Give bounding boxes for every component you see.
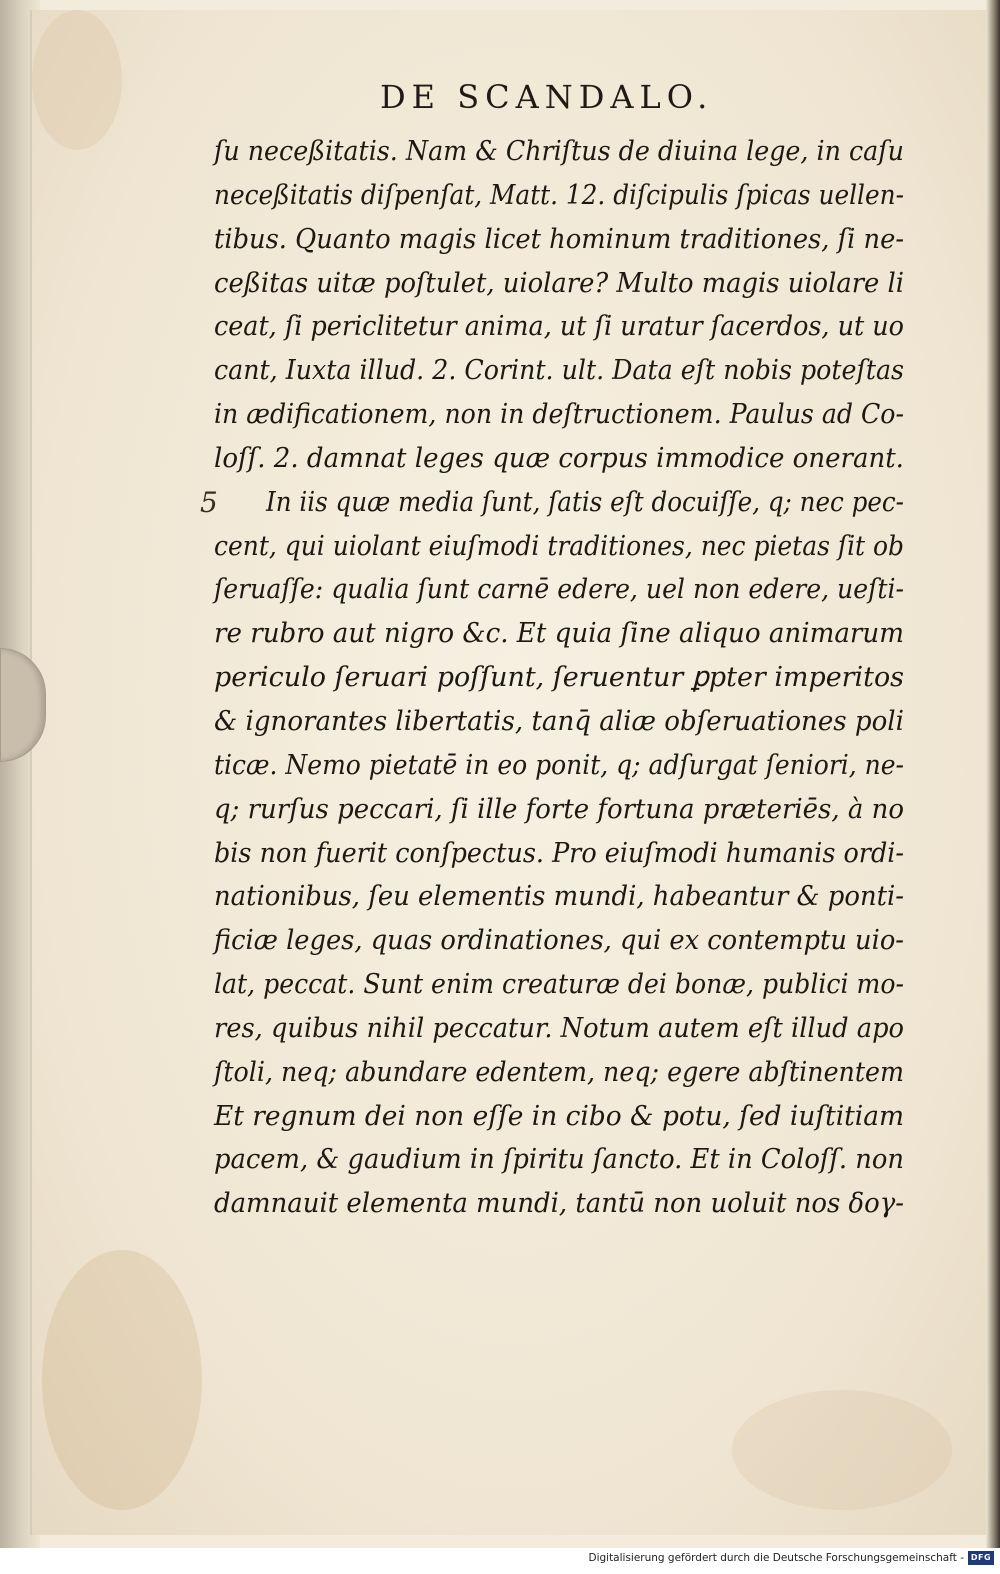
text-line: In iis quæ media ſunt, ſatis eſt docuiſſe, q; nec pec-: [266, 485, 904, 518]
text-line: re rubro aut nigro &c. Et quia ſine aliquo animarum: [214, 617, 904, 650]
text-line: ceßitas uitæ poſtulet, uiolare? Multo magis uiolare li: [214, 266, 904, 299]
text-line: pacem, & gaudium in ſpiritu ſancto. Et in Coloſſ. non: [214, 1143, 904, 1176]
text-line: q; rurſus peccari, ſi ille forte fortuna præteriēs, à no: [214, 792, 905, 825]
text-line: cant, Iuxta illud. 2. Corint. ult. Data eſt nobis poteſtas: [214, 354, 905, 387]
text-line: in ædificationem, non in deſtructionem. Paulus ad Co-: [214, 398, 904, 431]
text-line: lat, peccat. Sunt enim creaturæ dei bonæ, publici mo-: [214, 968, 905, 1001]
page-stain: [732, 1390, 952, 1510]
running-head: DE SCANDALO.: [380, 78, 714, 116]
text-line: ficiæ leges, quas ordinationes, qui ex contemptu uio-: [214, 924, 904, 957]
page-stain: [42, 1250, 202, 1510]
text-line: Et regnum dei non eſſe in cibo & potu, ſed iuſtitiam: [214, 1099, 905, 1132]
digitization-credit: Digitalisierung gefördert durch die Deutsche Forschungsgemeinschaft -: [588, 1552, 964, 1564]
page-right-shadow: [986, 0, 1000, 1548]
text-line: loſſ. 2. damnat leges quæ corpus immodice onerant.: [214, 441, 904, 474]
text-line: tibus. Quanto magis licet hominum traditiones, ſi ne-: [214, 222, 905, 255]
text-line: & ignorantes libertatis, tanq̄ aliæ obſeruationes poli: [214, 704, 904, 737]
text-line: ceat, ſi periclitetur anima, ut ſi uratur ſacerdos, ut uo: [214, 310, 904, 343]
paragraph-marker: 5: [200, 486, 218, 519]
text-line: bis non fuerit conſpectus. Pro eiuſmodi humanis ordi-: [214, 836, 904, 869]
text-line: nationibus, ſeu elementis mundi, habeantur & ponti-: [214, 880, 905, 913]
text-line: ſtoli, neq; abundare edentem, neq; egere abſtinentem: [214, 1055, 904, 1088]
text-line: ſu neceßitatis. Nam & Chriſtus de diuina lege, in caſu: [214, 135, 904, 167]
text-line: neceßitatis diſpenſat, Matt. 12. diſcipulis ſpicas uellen-: [214, 178, 905, 211]
text-line: cent, qui uiolant eiuſmodi traditiones, nec pietas ſit ob: [214, 529, 905, 562]
dfg-logo: DFG: [968, 1551, 994, 1565]
body-text: [214, 130, 904, 1226]
text-line: damnauit elementa mundi, tantū non uoluit nos δογ-: [214, 1187, 904, 1220]
text-line: periculo ſeruari poſſunt, ſeruentur ꝑpter imperitos: [214, 661, 905, 694]
text-line: ticæ. Nemo pietatē in eo ponit, q; adſurgat ſeniori, ne-: [214, 748, 904, 781]
text-line: res, quibus nihil peccatur. Notum autem eſt illud apo: [214, 1011, 904, 1044]
page-stain: [32, 10, 122, 150]
text-line: ſeruaſſe: qualia ſunt carnē edere, uel non edere, ueſti-: [214, 573, 904, 606]
